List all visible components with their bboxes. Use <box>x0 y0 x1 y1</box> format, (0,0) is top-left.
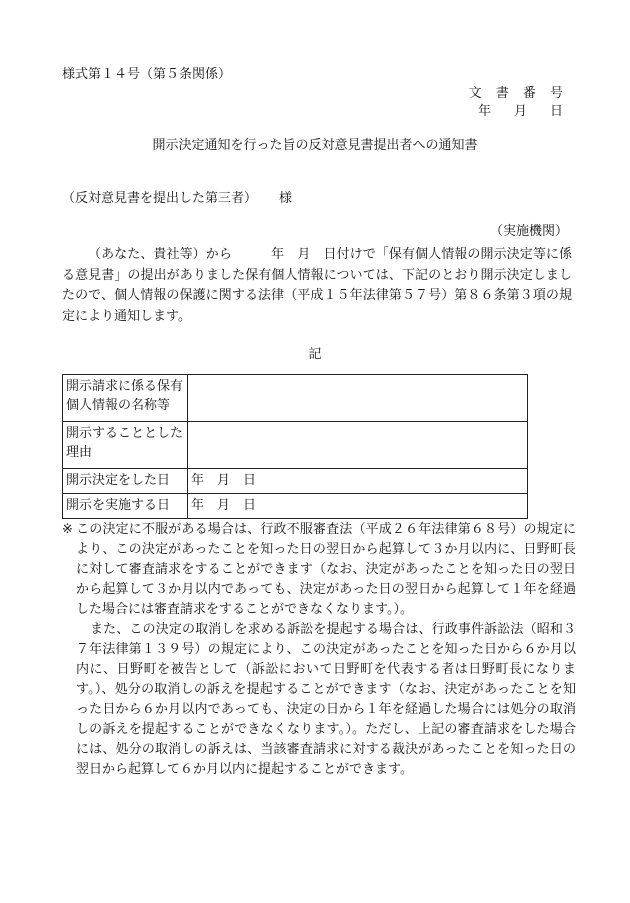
table-row <box>63 469 528 494</box>
addressee-name: （反対意見書を提出した第三者） <box>62 191 258 206</box>
table-row-value: 年 月 日 <box>188 494 528 519</box>
info-table <box>62 374 528 519</box>
table-row-value <box>188 422 528 469</box>
table-row-value <box>188 375 528 422</box>
note-mark: ※ <box>62 522 73 537</box>
form-number: 様式第１４号（第５条関係） <box>62 67 232 82</box>
addressee-honorific: 様 <box>279 191 293 206</box>
table-row-label: 開示することとした理由 <box>63 422 188 469</box>
table-row <box>63 422 528 469</box>
note-appeal-text: この決定に不服がある場合は、行政不服審査法（平成２６年法律第６８号）の規定により、この決定があったことを知った日の翌日から起算して３か月以内に、日野町長に対して審査請求をすることができます（なお、決定があったことを知った日の翌日から起算して３か月以内であっても、決定があった日の翌日から起算して１年を経過した場合には審査請求をすることができなくなります。）。 <box>76 522 576 617</box>
agency-name: （実施機関） <box>489 224 568 239</box>
addressee <box>62 187 292 206</box>
note-appeal <box>62 520 576 620</box>
ki-heading: 記 <box>308 347 322 362</box>
body-paragraph: （あなた、貴社等）から 年 月 日付けで「保有個人情報の開示決定等に係る意見書」の提出がありました保有個人情報については、下記のとおり開示決定しましたので、個人情報の保護に関する法律（平成１５年法律第５７号）第８６条第３項の規定により通知します。 <box>62 247 572 324</box>
table-row-label: 開示決定をした日 <box>63 469 188 494</box>
document-title: 開示決定通知を行った旨の反対意見書提出者への通知書 <box>152 138 478 153</box>
document-date: 年 月 日 <box>477 104 568 119</box>
document-number: 文 書 番 号 <box>468 86 568 101</box>
table-row <box>63 375 528 422</box>
table-row <box>63 494 528 519</box>
notes-section <box>62 520 576 780</box>
note-lawsuit: また、この決定の取消しを求める訴訟を提起する場合は、行政事件訴訟法（昭和３７年法律第１３９号）の規定により、この決定があったことを知った日から６か月以内に、日野町を被告として（訴訟において日野町を代表する者は日野町長になります。）、処分の取消しの訴えを提起することができます（なお、決定があったことを知った日から６か月以内であっても、決定の日から１年を経過した場合には処分の取消しの訴えを提起することができなくなります。）。ただし、上記の審査請求をした場合には、処分の取消しの訴えは、当該審査請求に対する裁決があったことを知った日の翌日から起算して６か月以内に提起することができます。 <box>76 622 576 777</box>
table-row-label: 開示請求に係る保有個人情報の名称等 <box>63 375 188 422</box>
table-row-value: 年 月 日 <box>188 469 528 494</box>
table-row-label: 開示を実施する日 <box>63 494 188 519</box>
